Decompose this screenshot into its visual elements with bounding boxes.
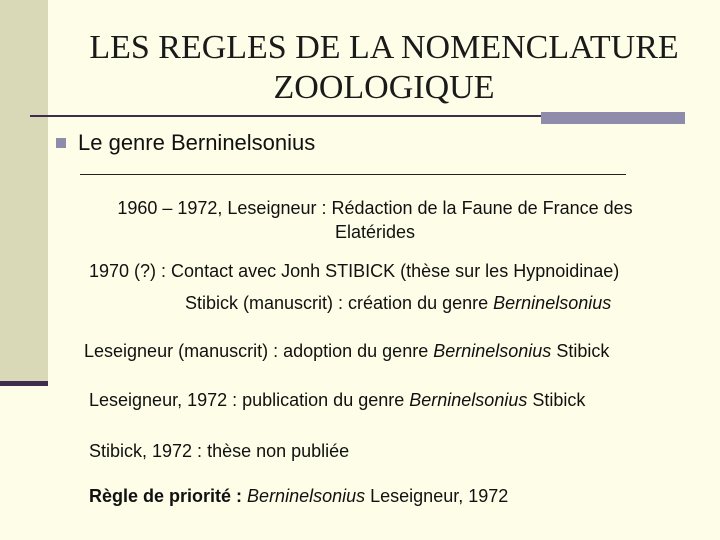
square-bullet-icon: [56, 138, 66, 148]
slide-title: LES REGLES DE LA NOMENCLATURE ZOOLOGIQUE: [89, 29, 679, 106]
text-line-2: 1970 (?) : Contact avec Jonh STIBICK (thèse sur les Hypnoidinae): [89, 261, 620, 281]
bullet-text: Le genre Berninelsonius: [78, 130, 316, 155]
author-name: Leseigneur, 1972: [370, 486, 509, 506]
text-segment: Leseigneur (manuscrit) : adoption du genre: [84, 341, 429, 361]
text-line-5: [89, 388, 585, 412]
text-line-4: [84, 339, 609, 363]
bullet-item: [56, 129, 315, 157]
genus-name: Berninelsonius: [433, 341, 552, 361]
text-segment: Leseigneur, 1972 : publication du genre: [89, 390, 405, 410]
author-name: Stibick: [532, 390, 586, 410]
text-line-6: Stibick, 1972 : thèse non publiée: [89, 441, 350, 461]
side-decoration-bar: [0, 0, 48, 383]
text-line-7: [89, 484, 508, 508]
text-segment: Stibick (manuscrit) : création du genre: [185, 293, 489, 313]
rule-label: Règle de priorité :: [89, 486, 243, 506]
genus-name: Berninelsonius: [409, 390, 528, 410]
side-decoration-foot: [0, 381, 48, 386]
text-line-3: [185, 291, 611, 315]
author-name: Stibick: [556, 341, 610, 361]
title-divider-accent: [541, 112, 685, 124]
text-line-1: 1960 – 1972, Leseigneur : Rédaction de la Faune de France des Elatérides: [117, 198, 633, 242]
bullet-underline: [80, 174, 626, 175]
genus-name: Berninelsonius: [247, 486, 366, 506]
genus-name: Berninelsonius: [493, 293, 612, 313]
